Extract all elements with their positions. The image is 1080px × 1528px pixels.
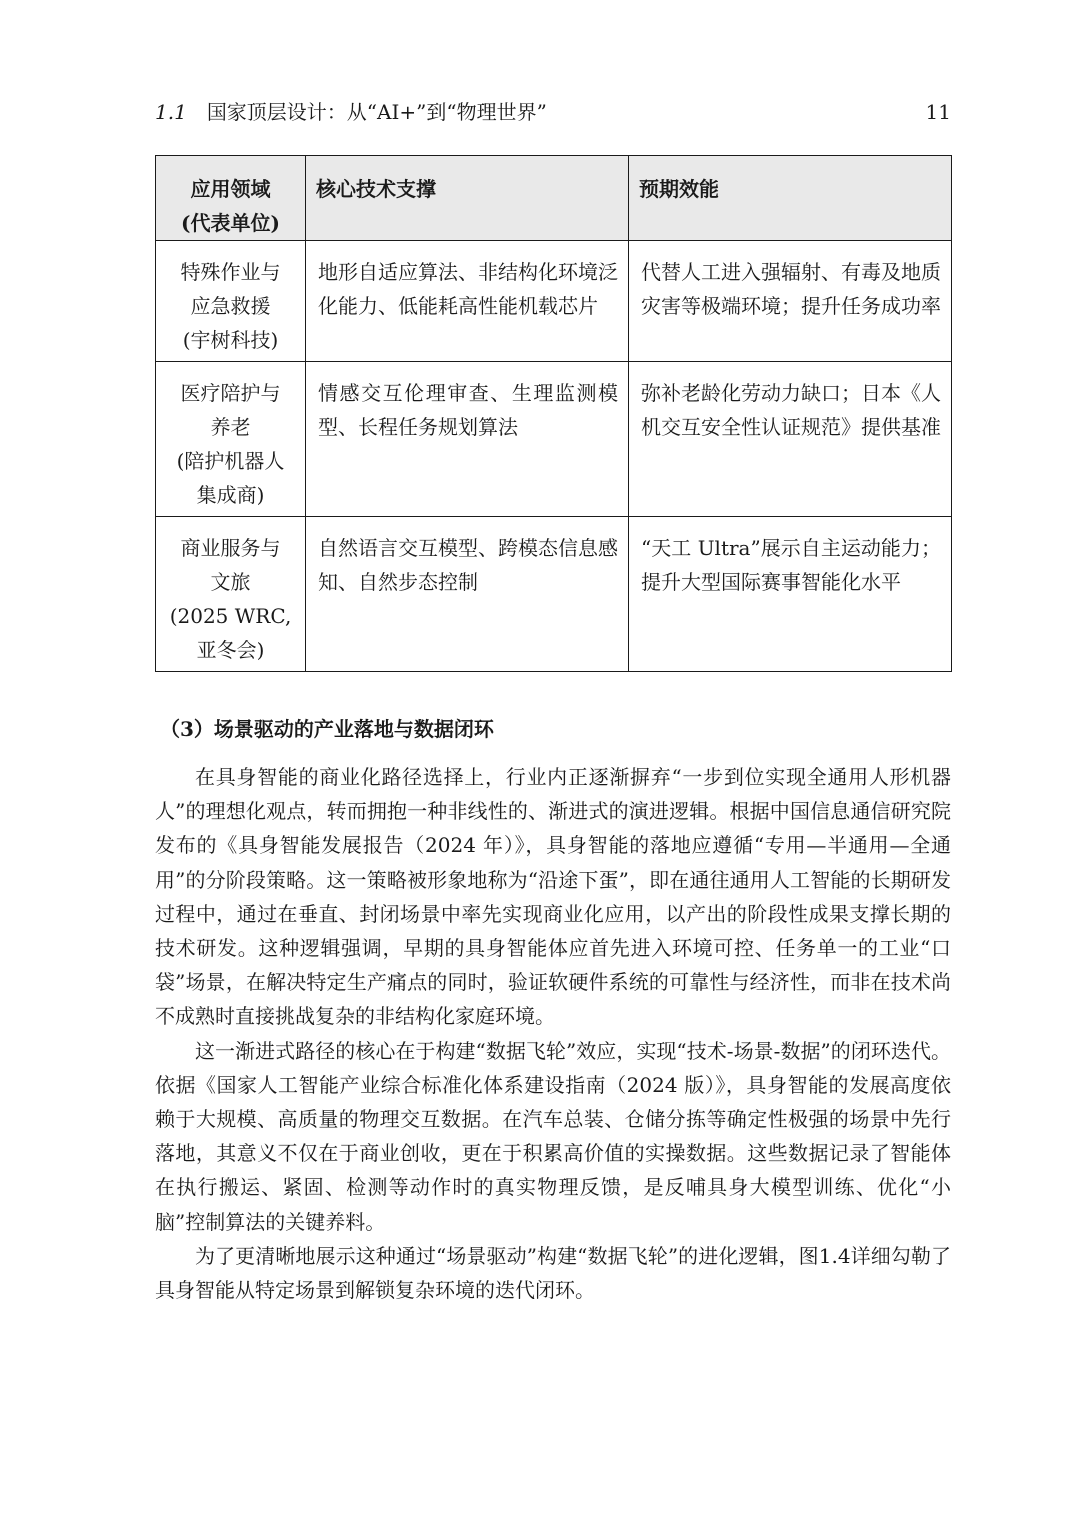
cell-line: 亚冬会) <box>196 638 265 662</box>
table-header-row <box>156 156 952 241</box>
cell-line: 预期效能 <box>639 177 719 201</box>
effect-cell: 代替人工进入强辐射、有毒及地质灾害等极端环境；提升任务成功率 <box>629 241 952 362</box>
tech-cell: 情感交互伦理审查、生理监测模型、长程任务规划算法 <box>306 362 629 517</box>
cell-line: 文旅 <box>210 570 251 594</box>
cell-line: 应急救援 <box>190 294 271 318</box>
cell-line: (2025 WRC, <box>169 604 292 628</box>
subsection-heading: （3）场景驱动的产业落地与数据闭环 <box>160 717 494 741</box>
section-number: 1.1 <box>155 100 187 124</box>
tech-cell: 自然语言交互模型、跨模态信息感知、自然步态控制 <box>306 517 629 672</box>
page-header <box>155 96 951 128</box>
cell-line: (代表单位) <box>181 211 280 235</box>
cell-line: 特殊作业与 <box>180 260 281 284</box>
cell-line: (陪护机器人 <box>176 449 285 473</box>
cell-line: 核心技术支撑 <box>316 177 436 201</box>
cell-line: (宇树科技) <box>182 328 279 352</box>
body-text <box>155 760 951 1307</box>
cell-line: 商业服务与 <box>180 536 281 560</box>
paragraph: 这一渐进式路径的核心在于构建“数据飞轮”效应，实现“技术-场景-数据”的闭环迭代。依据《国家人工智能产业综合标准化体系建设指南（2024 版）》，具身智能的发展高度依赖于大规模、高质量的物理交互数据。在汽车总装、仓储分拣等确定性极强的场景中先行落地，其意义不仅在于商业创收，更在于积累高价值的实操数据。这些数据记录了智能体在执行搬运、紧固、检测等动作时的真实物理反馈，是反哺具身大模型训练、优化“小脑”控制算法的关键养料。 <box>155 1038 951 1234</box>
effect-cell: 弥补老龄化劳动力缺口；日本《人机交互安全性认证规范》提供基准 <box>629 362 952 517</box>
column-header-domain <box>156 156 306 241</box>
effect-cell: “天工 Ultra”展示自主运动能力；提升大型国际赛事智能化水平 <box>629 517 952 672</box>
cell-line: 应用领域 <box>190 177 271 201</box>
cell-line: 医疗陪护与 <box>180 381 281 405</box>
table-row <box>156 517 952 672</box>
domain-cell <box>156 241 306 362</box>
domain-cell <box>156 362 306 517</box>
domain-cell <box>156 517 306 672</box>
running-title <box>155 96 547 128</box>
paragraph: 为了更清晰地展示这种通过“场景驱动”构建“数据飞轮”的进化逻辑，图1.4详细勾勒了具身智能从特定场景到解锁复杂环境的迭代闭环。 <box>155 1243 951 1303</box>
application-table <box>155 155 952 672</box>
paragraph: 在具身智能的商业化路径选择上，行业内正逐渐摒弃“一步到位实现全通用人形机器人”的理想化观点，转而拥抱一种非线性的、渐进式的演进逻辑。根据中国信息通信研究院发布的《具身智能发展报告（2024 年）》，具身智能的落地应遵循“专用—半通用—全通用”的分阶段策略。这一策略被形象地称为“沿途下蛋”，即在通往通用人工智能的长期研发过程中，通过在垂直、封闭场景中率先实现商业化应用，以产出的阶段性成果支撑长期的技术研发。这种逻辑强调，早期的具身智能体应首先进入环境可控、任务单一的工业“口袋”场景，在解决特定生产痛点的同时，验证软硬件系统的可靠性与经济性，而非在技术尚不成熟时直接挑战复杂的非结构化家庭环境。 <box>155 765 951 1029</box>
column-header-effect <box>629 156 952 241</box>
table-row <box>156 241 952 362</box>
running-title-text: 国家顶层设计：从“AI+”到“物理世界” <box>206 100 547 124</box>
cell-line: 集成商) <box>196 483 265 507</box>
cell-line: 养老 <box>210 415 251 439</box>
table-row <box>156 362 952 517</box>
page-number: 11 <box>925 100 951 124</box>
tech-cell: 地形自适应算法、非结构化环境泛化能力、低能耗高性能机载芯片 <box>306 241 629 362</box>
column-header-tech <box>306 156 629 241</box>
